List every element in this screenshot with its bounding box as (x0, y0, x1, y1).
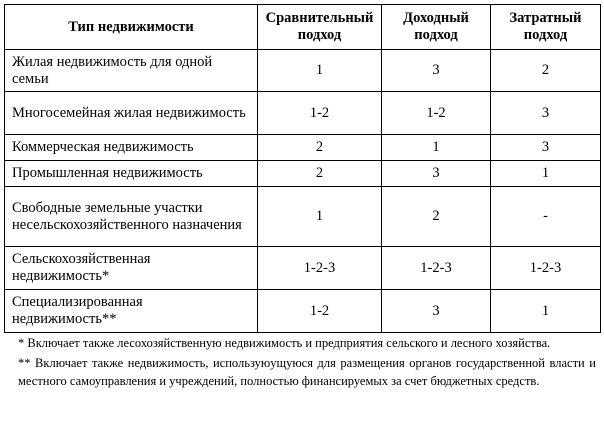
header-cost-approach: Затратный подход (491, 5, 601, 50)
table-row (5, 50, 601, 92)
income-value: 1-2-3 (382, 247, 491, 290)
cost-value: 3 (491, 92, 601, 135)
comparative-value: 1-2 (258, 290, 382, 333)
property-type-cell: Жилая недвижимость для одной семьи (5, 50, 258, 92)
comparative-value: 2 (258, 135, 382, 161)
header-income-approach: Доходный подход (382, 5, 491, 50)
income-value: 1-2 (382, 92, 491, 135)
cost-value: 2 (491, 50, 601, 92)
footnote-agricultural (4, 334, 596, 352)
table-row (5, 187, 601, 247)
income-value: 3 (382, 290, 491, 333)
cost-value: 1 (491, 290, 601, 333)
cost-value: 3 (491, 135, 601, 161)
income-value: 3 (382, 161, 491, 187)
comparative-value: 1 (258, 187, 382, 247)
property-type-cell: Сельскохозяйственная недвижимость* (5, 247, 258, 290)
comparative-value: 1-2-3 (258, 247, 382, 290)
cost-value: 1-2-3 (491, 247, 601, 290)
footnote-text: ** Включает также недвижимость, используюущуюся для размещения органов государственной власти и местного самоуправления и учреждений, полностью финансируемых за счет бюджетных средств. (18, 356, 596, 388)
cost-value: - (491, 187, 601, 247)
header-comparative-approach: Сравнительный подход (258, 5, 382, 50)
property-type-cell: Коммерческая недвижимость (5, 135, 258, 161)
header-property-type: Тип недвижимости (5, 5, 258, 50)
table-row (5, 92, 601, 135)
table-row (5, 161, 601, 187)
table-row (5, 290, 601, 333)
comparative-value: 1-2 (258, 92, 382, 135)
table-row (5, 247, 601, 290)
property-type-cell: Многосемейная жилая недвижимость (5, 92, 258, 135)
footnote-specialized (4, 354, 596, 390)
table-header-row (5, 5, 601, 50)
comparative-value: 1 (258, 50, 382, 92)
table-row (5, 135, 601, 161)
cost-value: 1 (491, 161, 601, 187)
property-type-cell: Промышленная недвижимость (5, 161, 258, 187)
property-type-cell: Свободные земельные участки несельскохозяйственного назначения (5, 187, 258, 247)
document (4, 4, 600, 390)
property-type-cell: Специализированная недвижимость** (5, 290, 258, 333)
income-value: 3 (382, 50, 491, 92)
income-value: 1 (382, 135, 491, 161)
income-value: 2 (382, 187, 491, 247)
approach-table (4, 4, 601, 333)
comparative-value: 2 (258, 161, 382, 187)
footnote-text: * Включает также лесохозяйственную недвижимость и предприятия сельского и лесного хозяйства. (18, 336, 551, 350)
